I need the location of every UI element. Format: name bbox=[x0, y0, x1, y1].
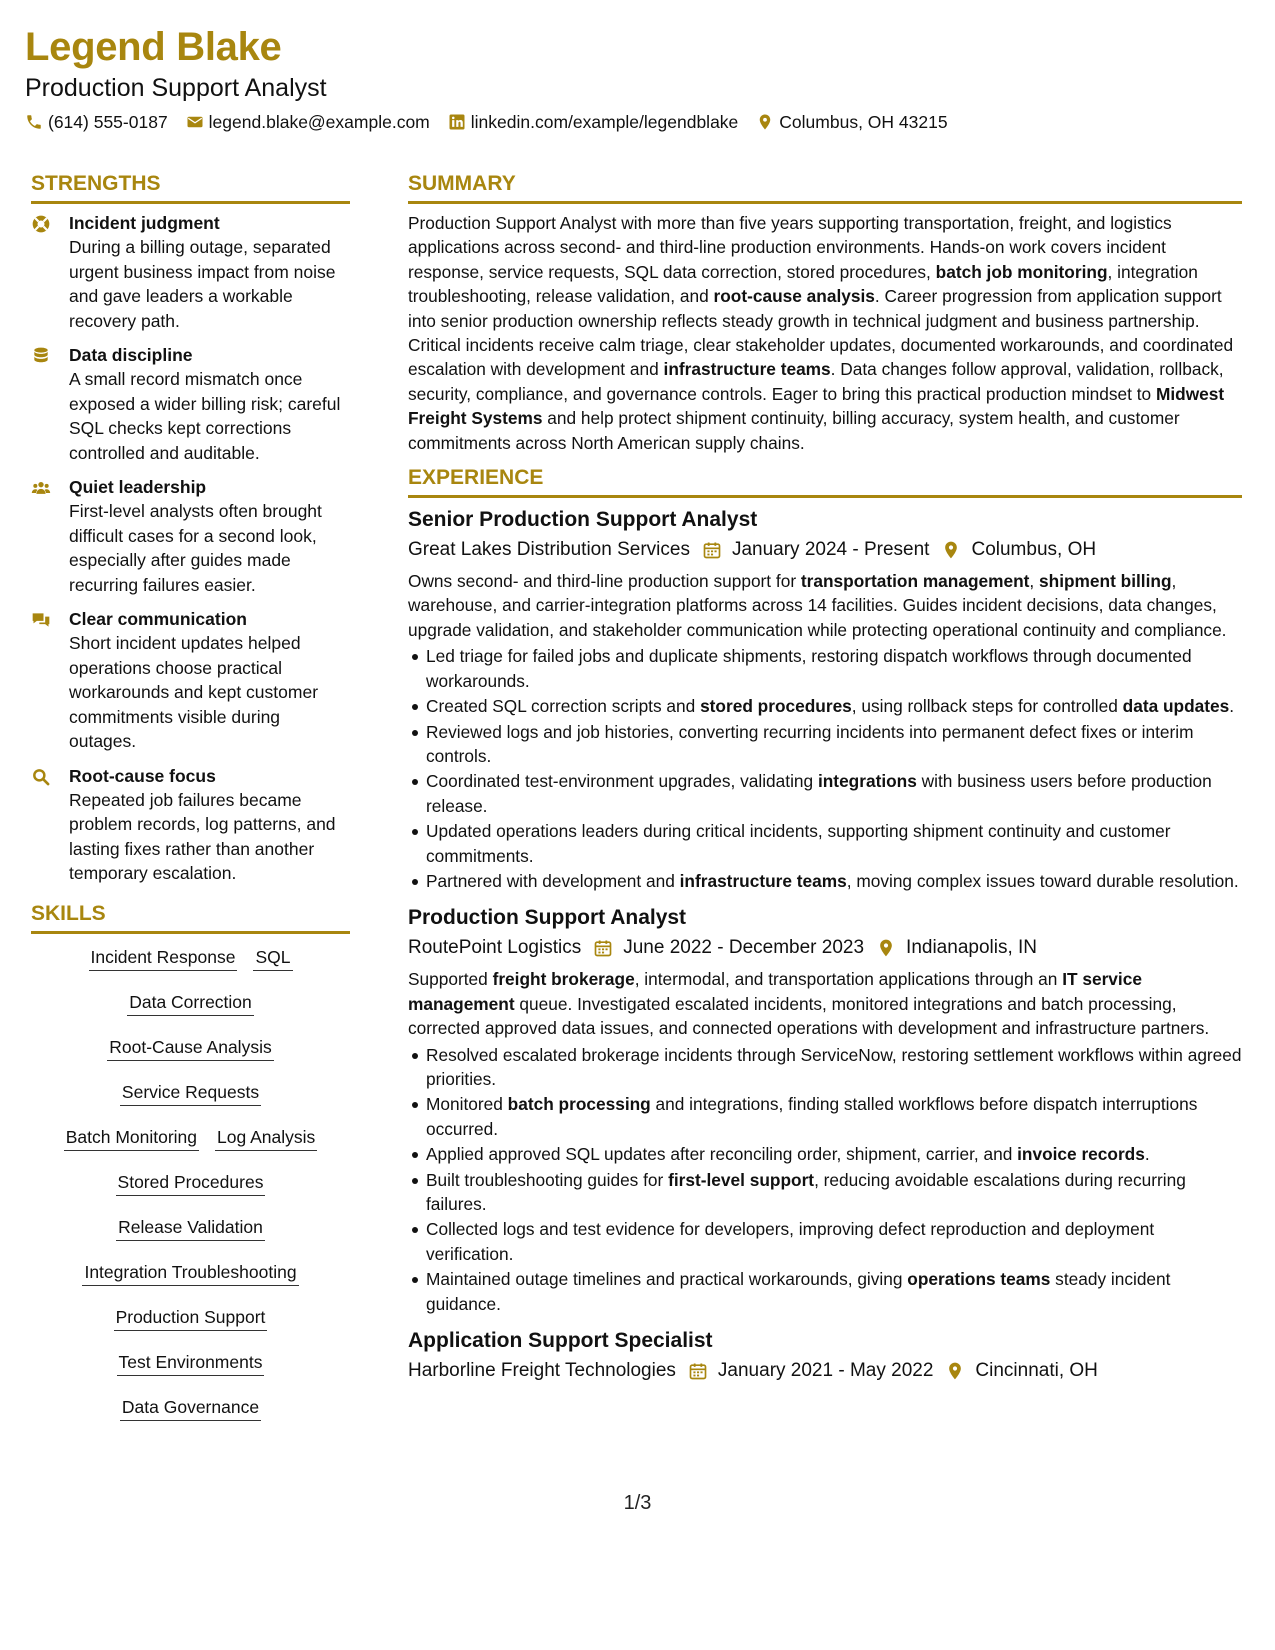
bullet-item: Resolved escalated brokerage incidents through ServiceNow, restoring settlement workflows within agreed priorities. bbox=[426, 1043, 1242, 1092]
skill-tag: Integration Troubleshooting bbox=[82, 1259, 298, 1286]
job-entry bbox=[408, 1326, 1242, 1386]
contact-location bbox=[756, 108, 947, 136]
job-company: Harborline Freight Technologies bbox=[408, 1360, 676, 1382]
skill-tag: Production Support bbox=[114, 1304, 268, 1331]
skill-row bbox=[31, 1034, 350, 1079]
job-company: Great Lakes Distribution Services bbox=[408, 539, 690, 561]
users-icon bbox=[31, 475, 69, 597]
bold-phrase: infrastructure teams bbox=[679, 870, 847, 891]
skill-row bbox=[31, 1214, 350, 1259]
bullet-item: Led triage for failed jobs and duplicate shipments, restoring dispatch workflows through documented workarounds. bbox=[426, 644, 1242, 693]
bullet-item: Partnered with development and infrastructure teams, moving complex issues toward durable resolution. bbox=[426, 869, 1242, 893]
skill-row bbox=[31, 944, 350, 989]
strength-title: Root-cause focus bbox=[69, 765, 216, 786]
linkedin-text: linkedin.com/example/legendblake bbox=[470, 112, 739, 132]
strength-title: Data discipline bbox=[69, 345, 193, 365]
job-description: Supported freight brokerage, intermodal, and transportation applications through an IT service management queue. Investigated escalated incidents, monitored integrations and batch processing, corrected approved data issues, and connected operations with development and infrastructure partners. bbox=[408, 969, 1210, 1039]
search-icon bbox=[31, 764, 69, 886]
phone-text: (614) 555-0187 bbox=[48, 112, 168, 132]
strength-text: Short incident updates helped operations choose practical workarounds and kept customer commitments visible during outages. bbox=[69, 633, 319, 751]
skill-row bbox=[31, 1079, 350, 1124]
bullet-item: Reviewed logs and job histories, converting recurring incidents into permanent defect fixes or interim controls. bbox=[426, 720, 1242, 769]
job-bullets bbox=[408, 1043, 1242, 1316]
map-pin-icon bbox=[945, 1361, 965, 1381]
phone-icon bbox=[25, 113, 43, 131]
map-pin-icon bbox=[756, 113, 774, 131]
job-title: Production Support Analyst bbox=[408, 906, 687, 930]
skill-row bbox=[31, 1124, 350, 1169]
envelope-icon bbox=[186, 113, 204, 131]
strength-text: Repeated job failures became problem records, log patterns, and lasting fixes rather than another temporary escalation. bbox=[69, 789, 336, 883]
job-dates: January 2024 - Present bbox=[731, 539, 930, 561]
left-column bbox=[31, 170, 350, 1439]
strength-item bbox=[31, 211, 350, 333]
strength-item bbox=[31, 343, 350, 465]
bold-phrase: data updates bbox=[1122, 696, 1230, 717]
comments-icon bbox=[31, 607, 69, 754]
skill-row bbox=[31, 989, 350, 1034]
email-text: legend.blake@example.com bbox=[208, 112, 430, 132]
right-column bbox=[408, 170, 1242, 1396]
skill-tag: Service Requests bbox=[120, 1079, 261, 1106]
job-dates: June 2022 - December 2023 bbox=[623, 937, 865, 959]
summary-heading: SUMMARY bbox=[408, 170, 1242, 204]
skill-tag: Stored Procedures bbox=[116, 1169, 266, 1196]
strengths-list bbox=[31, 211, 350, 886]
calendar-icon bbox=[688, 1361, 708, 1381]
skills-heading: SKILLS bbox=[31, 900, 350, 934]
job-meta bbox=[408, 535, 1242, 565]
strength-text: A small record mismatch once exposed a wider billing risk; careful SQL checks kept corrections controlled and auditable. bbox=[69, 369, 341, 463]
bold-phrase: stored procedures bbox=[700, 696, 852, 717]
job-entry bbox=[408, 505, 1242, 893]
map-pin-icon bbox=[941, 540, 961, 560]
strength-item bbox=[31, 764, 350, 886]
bullet-item: Coordinated test-environment upgrades, validating integrations with business users before production release. bbox=[426, 769, 1242, 818]
skill-tag: Log Analysis bbox=[215, 1124, 317, 1151]
summary-text: Production Support Analyst with more than five years supporting transportation, freight, and logistics applications across second- and third-line production environments. Hands-on work covers incident response, service requests, SQL data correction, stored procedures, batch job monitoring, integration troubleshooting, release validation, and root-cause analysis. Career progression from application support into senior production ownership reflects steady growth in technical judgment and business partnership. Critical incidents receive calm triage, clear stakeholder updates, documented workarounds, and coordinated escalation with development and infrastructure teams. Data changes follow approval, validation, rollback, security, compliance, and governance controls. Eager to bring this practical production mindset to Midwest Freight Systems and help protect shipment continuity, billing accuracy, system health, and customer commitments across North American supply chains. bbox=[408, 213, 1234, 453]
candidate-name: Legend Blake bbox=[25, 25, 282, 69]
bold-phrase: invoice records bbox=[1017, 1144, 1145, 1165]
resume-header bbox=[25, 22, 1250, 136]
job-location: Cincinnati, OH bbox=[975, 1360, 1098, 1382]
life-ring-icon bbox=[31, 211, 69, 333]
linkedin-icon bbox=[448, 113, 466, 131]
skill-row bbox=[31, 1349, 350, 1394]
location-text: Columbus, OH 43215 bbox=[779, 112, 948, 132]
strength-text: First-level analysts often brought difficult cases for a second look, especially after guides made recurring failures easier. bbox=[69, 501, 322, 595]
job-location: Columbus, OH bbox=[971, 539, 1097, 561]
bold-phrase: shipment billing bbox=[1039, 571, 1172, 592]
job-meta bbox=[408, 1356, 1242, 1386]
map-pin-icon bbox=[876, 938, 896, 958]
bold-phrase: Midwest Freight Systems bbox=[408, 383, 1225, 429]
experience-heading: EXPERIENCE bbox=[408, 464, 1242, 498]
skill-row bbox=[31, 1259, 350, 1304]
job-location: Indianapolis, IN bbox=[906, 937, 1038, 959]
bold-phrase: batch processing bbox=[507, 1094, 651, 1115]
strength-title: Quiet leadership bbox=[69, 477, 207, 497]
strength-title: Clear communication bbox=[69, 609, 247, 629]
bullet-item: Created SQL correction scripts and stored procedures, using rollback steps for controlled data updates. bbox=[426, 694, 1242, 718]
job-bullets bbox=[408, 644, 1242, 893]
calendar-icon bbox=[593, 938, 613, 958]
skills-list bbox=[31, 944, 350, 1439]
job-title: Application Support Specialist bbox=[408, 1329, 713, 1353]
bold-phrase: infrastructure teams bbox=[663, 359, 831, 380]
bold-phrase: integrations bbox=[817, 771, 917, 792]
skill-row bbox=[31, 1394, 350, 1439]
skill-row bbox=[31, 1169, 350, 1214]
strength-text: During a billing outage, separated urgent business impact from noise and gave leaders a workable recovery path. bbox=[69, 237, 336, 331]
bold-phrase: first-level support bbox=[668, 1169, 815, 1190]
bold-phrase: batch job monitoring bbox=[935, 261, 1108, 282]
bold-phrase: transportation management bbox=[800, 571, 1030, 592]
skill-tag: Incident Response bbox=[89, 944, 238, 971]
skill-row bbox=[31, 1304, 350, 1349]
contact-bar bbox=[25, 108, 1250, 136]
job-description: Owns second- and third-line production support for transportation management, shipment billing, warehouse, and carrier-integration platforms across 14 facilities. Guides incident decisions, data changes, upgrade validation, and stakeholder communication while protecting operational continuity and compliance. bbox=[408, 571, 1227, 640]
job-company: RoutePoint Logistics bbox=[408, 937, 582, 959]
bold-phrase: operations teams bbox=[907, 1269, 1051, 1290]
job-dates: January 2021 - May 2022 bbox=[717, 1360, 934, 1382]
skill-tag: Data Correction bbox=[127, 989, 254, 1016]
bullet-item: Built troubleshooting guides for first-level support, reducing avoidable escalations during recurring failures. bbox=[426, 1168, 1242, 1217]
strength-item bbox=[31, 475, 350, 597]
strengths-heading: STRENGTHS bbox=[31, 170, 350, 204]
contact-phone[interactable] bbox=[25, 108, 168, 136]
page-number: 1/3 bbox=[623, 1492, 652, 1514]
job-meta bbox=[408, 933, 1242, 963]
bullet-item: Applied approved SQL updates after reconciling order, shipment, carrier, and invoice records. bbox=[426, 1142, 1242, 1166]
contact-linkedin[interactable] bbox=[448, 108, 739, 136]
bullet-item: Maintained outage timelines and practical workarounds, giving operations teams steady incident guidance. bbox=[426, 1267, 1242, 1316]
job-title: Senior Production Support Analyst bbox=[408, 508, 758, 532]
strength-item bbox=[31, 607, 350, 754]
skill-tag: Root-Cause Analysis bbox=[107, 1034, 273, 1061]
skill-tag: SQL bbox=[253, 944, 292, 971]
skill-tag: Batch Monitoring bbox=[64, 1124, 199, 1151]
skill-tag: Test Environments bbox=[117, 1349, 265, 1376]
database-icon bbox=[31, 343, 69, 465]
strength-title: Incident judgment bbox=[69, 213, 220, 233]
bold-phrase: root-cause analysis bbox=[713, 286, 875, 307]
skill-tag: Release Validation bbox=[116, 1214, 265, 1241]
bullet-item: Monitored batch processing and integrations, finding stalled workflows before dispatch interruptions occurred. bbox=[426, 1092, 1242, 1141]
skill-tag: Data Governance bbox=[120, 1394, 261, 1421]
bold-phrase: freight brokerage bbox=[492, 969, 635, 990]
candidate-role: Production Support Analyst bbox=[25, 74, 327, 102]
calendar-icon bbox=[702, 540, 722, 560]
bullet-item: Updated operations leaders during critical incidents, supporting shipment continuity and customer commitments. bbox=[426, 819, 1242, 868]
experience-list bbox=[408, 505, 1242, 1386]
bullet-item: Collected logs and test evidence for developers, improving defect reproduction and deployment verification. bbox=[426, 1217, 1242, 1266]
bold-phrase: IT service management bbox=[408, 969, 1142, 1014]
job-entry bbox=[408, 903, 1242, 1316]
contact-email[interactable] bbox=[186, 108, 430, 136]
